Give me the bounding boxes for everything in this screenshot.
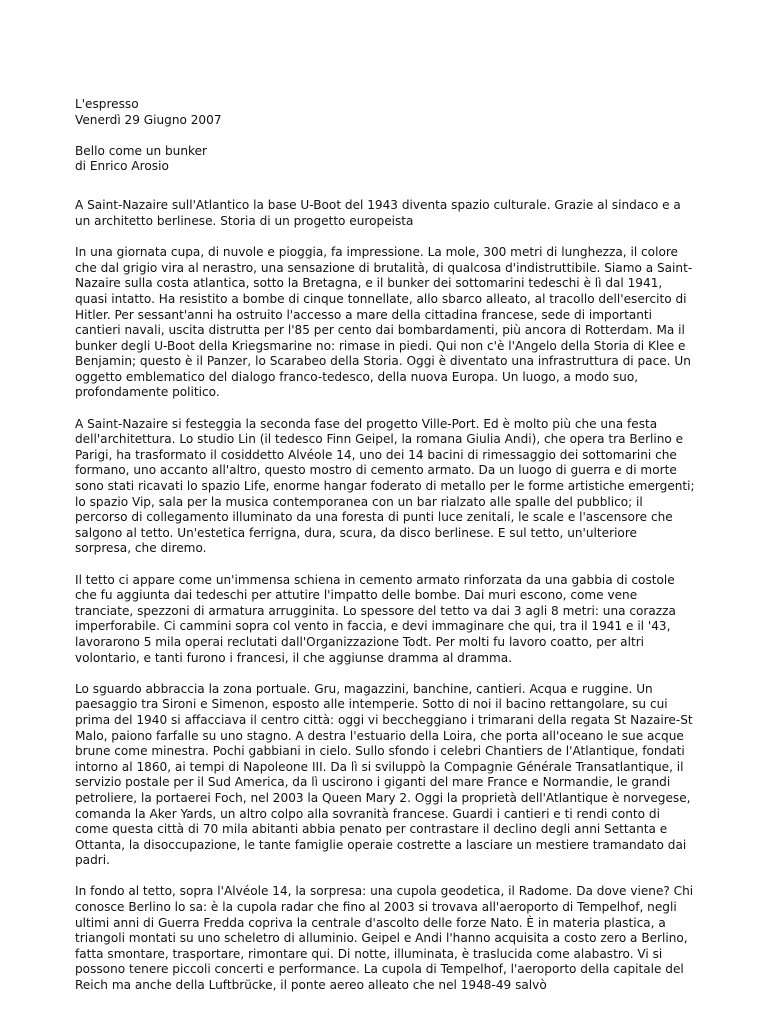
article-title: Bello come un bunker: [75, 143, 207, 158]
spacer: [75, 128, 695, 144]
publication-date: Venerdì 29 Giugno 2007: [75, 112, 222, 127]
document-page: [75, 97, 695, 1009]
spacer: [75, 175, 695, 198]
article-paragraph: In una giornata cupa, di nuvole e pioggia, fa impressione. La mole, 300 metri di lunghezza, il colore che dal grigio vira al nerastro, una sensazione di brutalità, di qualcosa d'indistruttibile. Siamo a Saint-Nazaire sulla costa atlantica, sotto la Bretagna, e il bunker dei sottomarini tedeschi è lì dal 1941, quasi intatto. Ha resistito a bombe di cinque tonnellate, allo sbarco alleato, al tracollo dell'esercito di Hitler. Per sessant'anni ha ostruito l'accesso a mare della cittadina francese, sede di importanti cantieri navali, uscita distrutta per l'85 per cento dai bombardamenti, più ancora di Rotterdam. Ma il bunker degli U-Boot della Kriegsmarine no: rimase in piedi. Qui non c'è l'Angelo della Storia di Klee e Benjamin; questo è il Panzer, lo Scarabeo della Storia. Oggi è diventato una infrastruttura di pace. Un oggetto emblematico del dialogo franco-tedesco, della nuova Europa. Un luogo, a modo suo, profondamente politico.: [75, 245, 693, 400]
article-paragraph: Il tetto ci appare come un'immensa schiena in cemento armato rinforzata da una gabbia di costole che fu aggiunta dai tedeschi per attutire l'impatto delle bombe. Dai muri escono, come vene tranciate, spezzoni di armatura arrugginita. Lo spessore del tetto va dai 3 agli 8 metri: una corazza imperforabile. Ci cammini sopra col vento in faccia, e devi immaginare che qui, tra il 1941 e il '43, lavorarono 5 mila operai reclutati dall'Organizzazione Todt. Per molti fu lavoro coatto, per altri volontario, e tanti furono i francesi, il che aggiunse dramma al dramma.: [75, 572, 676, 665]
article-paragraph: In fondo al tetto, sopra l'Alvéole 14, la sorpresa: una cupola geodetica, il Radome. Da dove viene? Chi conosce Berlino lo sa: è la cupola radar che fino al 2003 si trovava all'aeroporto di Tempelhof, negli ultimi anni di Guerra Fredda copriva la centrale d'ascolto delle forze Nato. È in materia plastica, a triangoli montati su uno scheletro di alluminio. Geipel e Andi l'hanno acquisita a costo zero a Berlino, fatta smontare, trasportare, rimontare qui. Di notte, illuminata, è traslucida come alabastro. Vi si possono tenere piccoli concerti e performance. La cupola di Tempelhof, l'aeroporto della capitale del Reich ma anche della Luftbrücke, il ponte aereo alleato che nel 1948-49 salvò: [75, 884, 694, 993]
article-byline: di Enrico Arosio: [75, 159, 169, 174]
article-lead: A Saint-Nazaire sull'Atlantico la base U-Boot del 1943 diventa spazio culturale. Grazie al sindaco e a un architetto berlinese. Storia di un progetto europeista: [75, 198, 681, 228]
article-paragraph: A Saint-Nazaire si festeggia la seconda fase del progetto Ville-Port. Ed è molto più che una festa dell'architettura. Lo studio Lin (il tedesco Finn Geipel, la romana Giulia Andi), che opera tra Berlino e Parigi, ha trasformato il cosiddetto Alvéole 14, uno dei 14 bacini di rimessaggio dei sottomarini che formano, uno accanto all'altro, questo mostro di cemento armato. Da un luogo di guerra e di morte sono stati ricavati lo spazio Life, enorme hangar foderato di metallo per le forme artistiche emergenti; lo spazio Vip, sala per la musica contemporanea con un bar rialzato alle spalle del pubblico; il percorso di collegamento illuminato da una foresta di punti luce zenitali, le scale e l'ascensore che salgono al tetto. Un'estetica ferrigna, dura, scura, da disco berlinese. E sul tetto, un'ulteriore sorpresa, che diremo.: [75, 416, 695, 556]
publication-name: L'espresso: [75, 97, 139, 111]
article-paragraph: Lo sguardo abbraccia la zona portuale. Gru, magazzini, banchine, cantieri. Acqua e ruggine. Un paesaggio tra Sironi e Simenon, esposto alle intemperie. Sotto di noi il bacino rettangolare, su cui prima del 1940 si affacciava il centro città: oggi vi beccheggiano i trimarani della regata St Nazaire-St Malo, paiono farfalle su uno stagno. A destra l'estuario della Loira, che porta all'oceano le sue acque brune come minestra. Pochi gabbiani in cielo. Sullo sfondo i celebri Chantiers de l'Atlantique, fondati intorno al 1860, ai tempi di Napoleone III. Da lì si sviluppò la Compagnie Générale Transatlantique, il servizio postale per il Sud America, da lì uscirono i giganti del mare France e Normandie, le grandi petroliere, la portaerei Foch, nel 2003 la Queen Mary 2. Oggi la proprietà dell'Atlantique è norvegese, comanda la Aker Yards, un altro colpo alla sovranità francese. Guardi i cantieri e ti rendi conto di come questa città di 70 mila abitanti abbia penato per contrastare il declino degli anni Settanta e Ottanta, la disoccupazione, le tante famiglie operaie costrette a lasciare un mestiere tramandato dai padri.: [75, 681, 693, 868]
